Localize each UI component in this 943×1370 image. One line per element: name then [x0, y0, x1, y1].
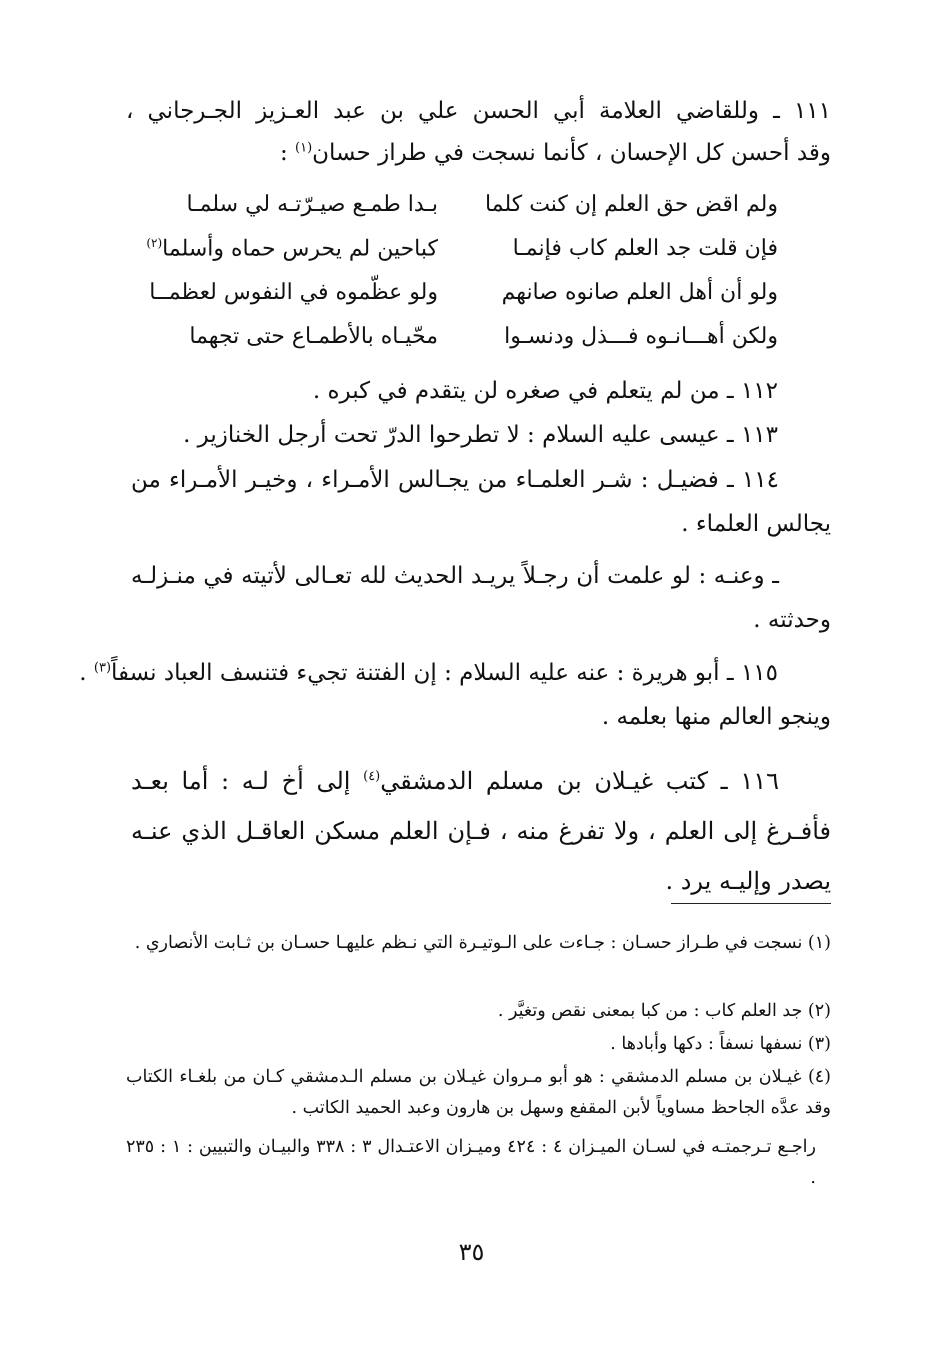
entry-111-line-2 — [280, 140, 831, 166]
verse-3-right: ولو أن أهل العلم صانوه صانهم — [501, 280, 778, 305]
entry-114: ١١٤ ـ فضيـل : شـر العلمـاء من يجـالس الأمـراء ، وخيـر الأمـراء من يجالس العلماء . — [131, 467, 831, 537]
footnote-3: (٣) نسفها نسفاً : دكها وأبادها . — [610, 1034, 831, 1054]
verse-1-left: بـدا طمـع صيـرّتـه لي سلمـا — [186, 192, 438, 217]
entry-116 — [131, 752, 831, 906]
entry-115-line-1-end: . — [79, 660, 94, 686]
entry-111-line-2-text: وقد أحسن كل الإحسان ، كأنما نسجت في طراز حسان — [312, 140, 831, 166]
footnote-2: (٢) جد العلم كاب : من كبا بمعنى نقص وتغيَّر . — [497, 1001, 831, 1021]
entry-111-line-1 — [126, 98, 831, 124]
footnote-1: (١) نسجت في طـراز حسـان : جـاءت على الـوتيـرة التي نـظم عليهـا حسـان بن ثـابت الأنصاري . — [134, 933, 831, 953]
entry-113: ١١٣ ـ عيسى عليه السلام : لا تطرحوا الدرّ تحت أرجل الخنازير . — [183, 422, 778, 448]
verse-4-right: ولكن أهـــانـوه فـــذل ودنسـوا — [504, 324, 778, 349]
entry-111-line-1-text: ١١١ ـ وللقاضي العلامة أبي الحسن علي بن عبد العـزيز الجـرجاني ، — [126, 98, 831, 124]
verse-4-left: محّيـاه بالأطمـاع حتى تجهما — [189, 324, 438, 349]
footnote-4: (٤) غيـلان بن مسلم الدمشقي : هو أبو مـروان غيـلان بن مسلم الـدمشقي كـان من بلغـاء الكتاب وقد عدَّه الجاحظ مساوياً لأبن المقفع وسهل بن هارون وعبد الحميد الكاتب . — [126, 1067, 831, 1118]
footnote-ref-4: (٤) — [363, 769, 381, 784]
entry-115-line-2: وينجو العالم منها بعلمه . — [601, 704, 831, 730]
entry-116-start: ١١٦ ـ كتب غيـلان بن مسلم الدمشقي — [380, 767, 780, 795]
verse-2-left — [146, 236, 438, 261]
entry-115-line-1-text: ١١٥ ـ أبو هريرة : عنه عليه السلام : إن الفتنة تجيء فتنسف العباد نسفاً — [111, 660, 778, 686]
footnote-ref-3: (٣) — [93, 660, 112, 676]
footnote-ref-2: (٢) — [146, 236, 163, 250]
verse-3-left: ولو عظّموه في النفوس لعظمــا — [149, 280, 438, 305]
entry-114-continued: ـ وعنـه : لو علمت أن رجـلاً يريـد الحديث لله تعـالى لأتيته في منـزلـه وحدثته . — [131, 563, 831, 633]
footnote-separator — [671, 903, 831, 904]
entry-111-colon: : — [279, 140, 288, 166]
entry-116-rest: إلى أخ لـه : أما بعـد فأفـرغ إلى العلم ، ولا تفرغ منه ، فـإن العلم مسكن العاقـل الذي عنـه يصدر وإليـه يرد . — [131, 767, 831, 895]
verse-1-right: ولم اقض حق العلم إن كنت كلما — [485, 192, 778, 217]
footnote-ref-1: (١) — [295, 140, 313, 156]
verse-2-left-text: كباحين لم يحرس حماه وأسلما — [162, 236, 438, 262]
footnote-4-reference: راجـع تـرجمتـه في لسـان الميـزان ٤ : ٤٢٤ وميـزان الاعتـدال ٣ : ٣٣٨ والبيـان والتبيين : ١ : ٢٣٥ . — [126, 1137, 816, 1188]
verse-2-right: فإن قلت جد العلم كاب فإنمـا — [512, 236, 778, 261]
entry-115-line-1 — [79, 660, 778, 686]
entry-112: ١١٢ ـ من لم يتعلم في صغره لن يتقدم في كبره . — [312, 378, 778, 404]
page-number: ٣٥ — [458, 1238, 485, 1266]
